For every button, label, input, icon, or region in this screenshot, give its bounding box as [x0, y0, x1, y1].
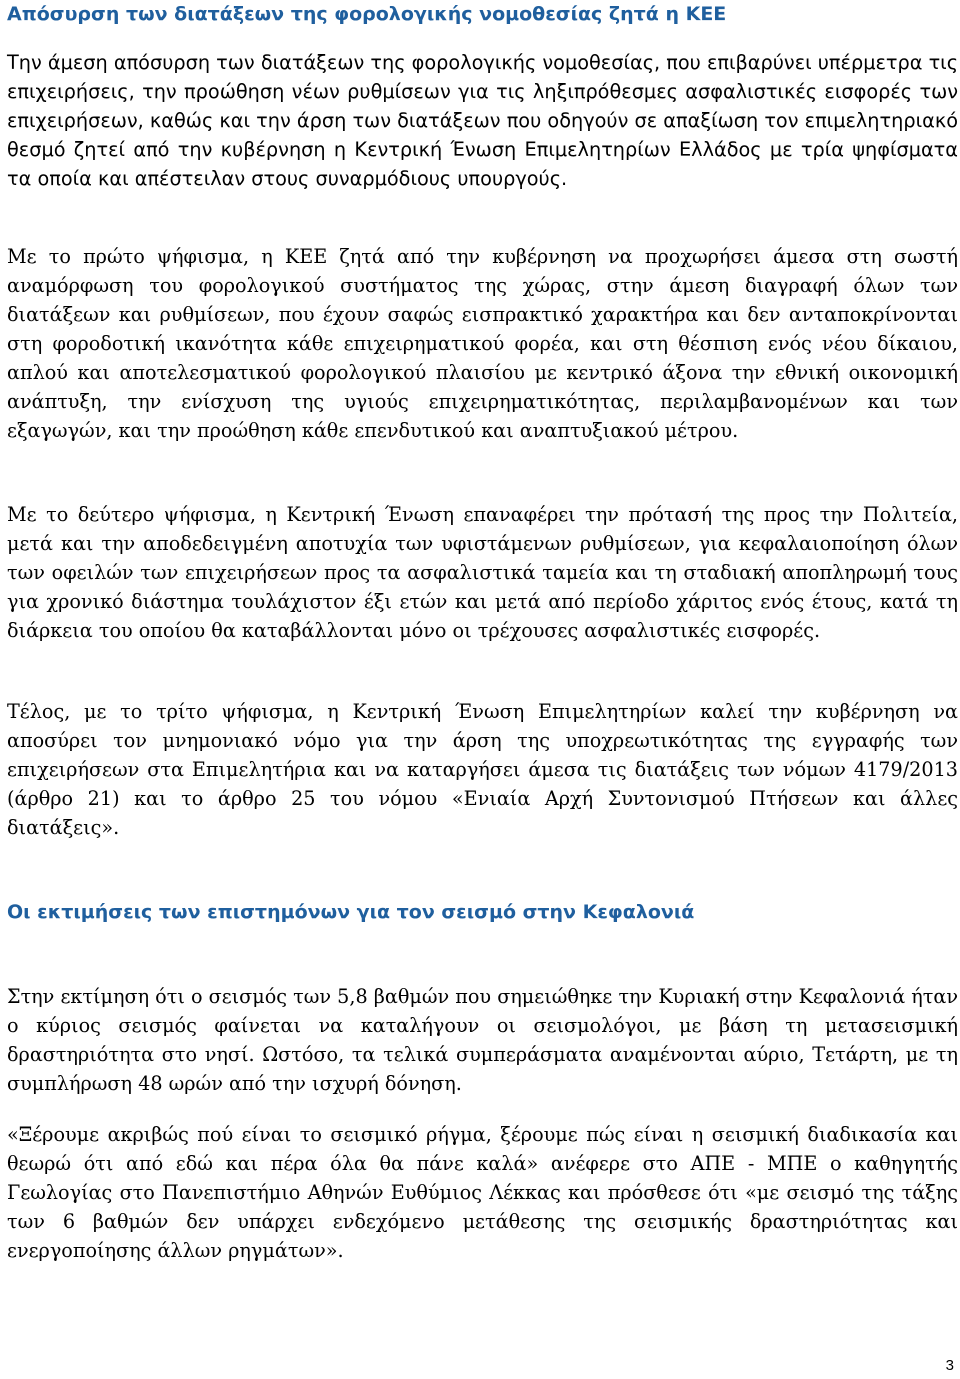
article-paragraph: Με το πρώτο ψήφισμα, η ΚΕΕ ζητά από την κυβέρνηση να προχωρήσει άμεσα στη σωστή αναμόρφωση του φορολογικού συστήματος της χώρας, στην άμεση διαγραφή όλων των διατάξεων και ρυθμίσεων, που έχουν σαφώς εισπρακτικό χαρακτήρα και δεν ανταποκρίνονται στη φοροδοτική ικανότητα κάθε επιχειρηματικού φορέα, και στη θέσπιση ενός νέου δίκαιου, απλού και αποτελεσματικού φορολογικού πλαισίου με κεντρικό άξονα την εθνική οικονομική ανάπτυξη, την ενίσχυση της υγιούς επιχειρηματικότητας, περιλαμβανομένων και των εξαγωγών, και την προώθηση κάθε επενδυτικού και αναπτυξιακού μέτρου. [7, 245, 958, 442]
article-paragraph: Τέλος, με το τρίτο ψήφισμα, η Κεντρική Ένωση Επιμελητηρίων καλεί την κυβέρνηση να αποσύρει τον μνημονιακό νόμο για την άρση της υποχρεωτικότητας της εγγραφής των επιχειρήσεων στα Επιμελητήρια και να καταργήσει άμεσα τις διατάξεις των νόμων 4179/2013 (άρθρο 21) και το άρθρο 25 του νόμου «Ενιαία Αρχή Συντονισμού Πτήσεων και άλλες διατάξεις». [7, 700, 958, 839]
article-paragraph: Την άμεση απόσυρση των διατάξεων της φορολογικής νομοθεσίας, που επιβαρύνει υπέρμετρα τις επιχειρήσεις, την προώθηση νέων ρυθμίσεων για τις ληξιπρόθεσμες ασφαλιστικές εισφορές των επιχειρήσεων, καθώς και την άρση των διατάξεων που οδηγούν σε απαξίωση τον επιμελητηριακό θεσμό ζητεί από την κυβέρνηση η Κεντρική Ένωση Επιμελητηρίων Ελλάδος με τρία ψηφίσματα τα οποία και απέστειλαν στους συναρμόδιους υπουργούς. [7, 51, 959, 190]
article-paragraph: Στην εκτίμηση ότι ο σεισμός των 5,8 βαθμών που σημειώθηκε την Κυριακή στην Κεφαλονιά ήταν ο κύριος σεισμός φαίνεται να καταλήγουν οι σεισμολόγοι, με βάση τη μετασεισμική δραστηριότητα στο νησί. Ωστόσο, τα τελικά συμπεράσματα αναμένονται αύριο, Τετάρτη, με τη συμπλήρωση 48 ωρών από την ισχυρή δόνηση. [7, 985, 958, 1095]
page-number: 3 [945, 1357, 954, 1374]
article-paragraph: «Ξέρουμε ακριβώς πού είναι το σεισμικό ρήγμα, ξέρουμε πώς είναι η σεισμική διαδικασία και θεωρώ ότι από εδώ και πέρα όλα θα πάνε καλά» ανέφερε στο ΑΠΕ - ΜΠΕ ο καθηγητής Γεωλογίας στο Πανεπιστήμιο Αθηνών Ευθύμιος Λέκκας και πρόσθεσε ότι «με σεισμό της τάξης των 6 βαθμών δεν υπάρχει ενδεχόμενο μετάθεσης της σεισμικής δραστηριότητας και ενεργοποίησης άλλων ρηγμάτων». [7, 1123, 958, 1262]
article-title: Οι εκτιμήσεις των επιστημόνων για τον σεισμό στην Κεφαλονιά [7, 901, 695, 923]
article-paragraph: Με το δεύτερο ψήφισμα, η Κεντρική Ένωση επαναφέρει την πρότασή της προς την Πολιτεία, μετά και την αποδεδειγμένη αποτυχία των υφιστάμενων ρυθμίσεων, για κεφαλαιοποίηση όλων των οφειλών των επιχειρήσεων προς τα ασφαλιστικά ταμεία και τη σταδιακή αποπληρωμή τους για χρονικό διάστημα τουλάχιστον έξι ετών και μετά από περίοδο χάριτος ενός έτους, κατά τη διάρκεια του οποίου θα καταβάλλονται μόνο οι τρέχουσες ασφαλιστικές εισφορές. [7, 503, 958, 642]
article-title: Απόσυρση των διατάξεων της φορολογικής νομοθεσίας ζητά η ΚΕΕ [7, 3, 727, 25]
